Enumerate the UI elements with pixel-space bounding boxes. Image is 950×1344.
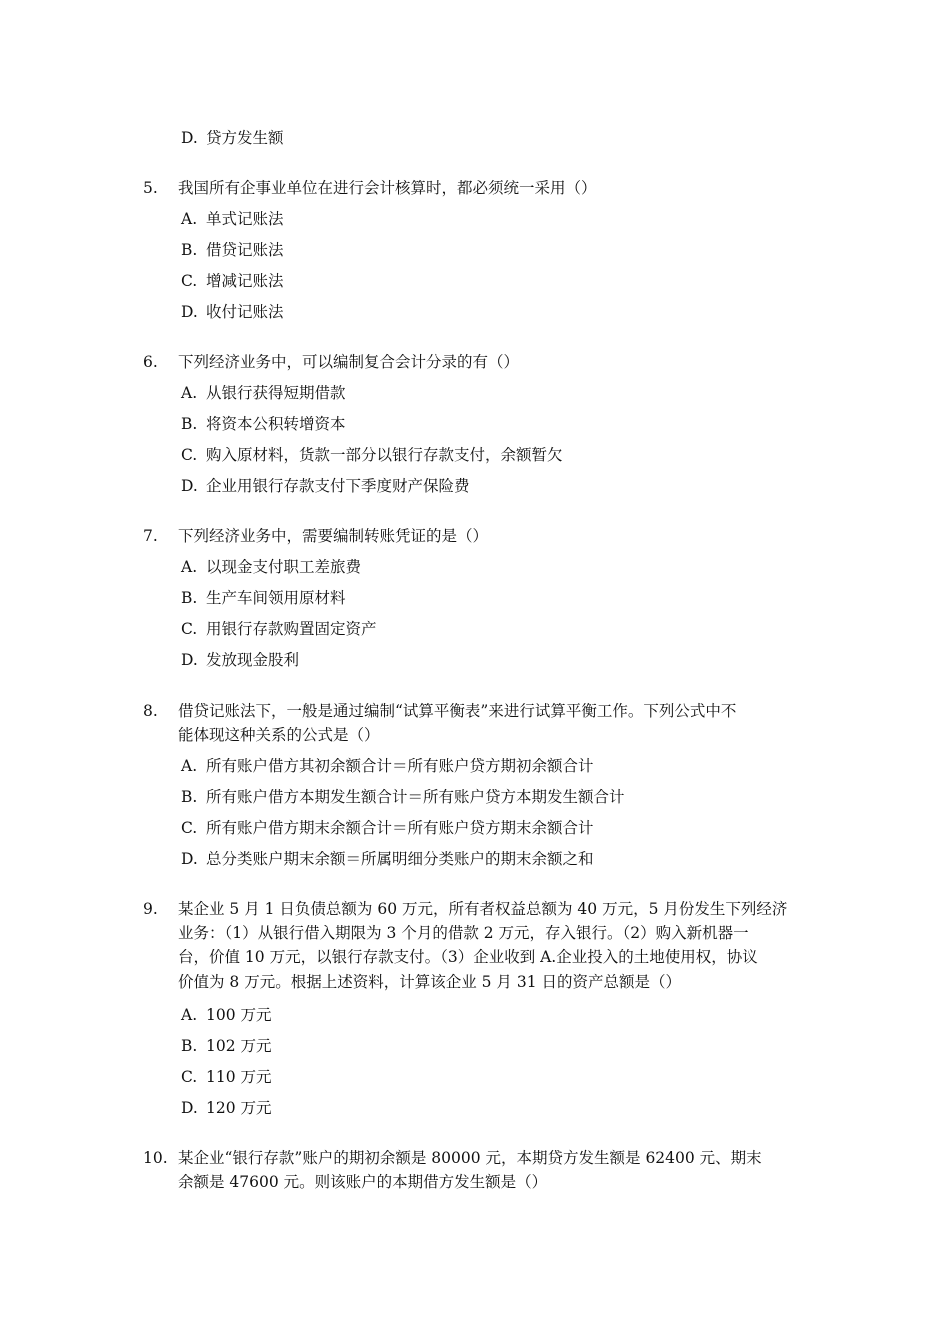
option-text: 所有账户借方期末余额合计＝所有账户贷方期末余额合计 (206, 819, 594, 837)
option-letter: B. (181, 1037, 198, 1055)
option-text: 用银行存款购置固定资产 (206, 620, 377, 638)
question-text-line: 业务：（1）从银行借入期限为 3 个月的借款 2 万元，存入银行。（2）购入新机器一 (178, 924, 749, 942)
option-letter: B. (181, 788, 198, 806)
question-number: 10. (143, 1149, 168, 1167)
option-letter: A. (181, 757, 198, 775)
option-text: 从银行获得短期借款 (206, 384, 346, 402)
option-letter: B. (181, 589, 198, 607)
option-text: 110 万元 (206, 1068, 272, 1086)
option-letter: D. (181, 1099, 198, 1117)
option-letter: C. (181, 819, 198, 837)
question-text-line: 余额是 47600 元。则该账户的本期借方发生额是（） (178, 1173, 548, 1191)
option-letter: C. (181, 446, 198, 464)
question-number: 5. (143, 179, 158, 197)
option-letter: D. (181, 303, 198, 321)
question-text: 我国所有企事业单位在进行会计核算时，都必须统一采用（） (178, 179, 597, 197)
option-text: 收付记账法 (206, 303, 284, 321)
option-letter: D. (181, 129, 198, 147)
question-text-line: 价值为 8 万元。根据上述资料，计算该企业 5 月 31 日的资产总额是（） (178, 973, 682, 991)
option-text: 生产车间领用原材料 (206, 589, 346, 607)
option-letter: A. (181, 384, 198, 402)
option-text: 所有账户借方其初余额合计＝所有账户贷方期初余额合计 (206, 757, 594, 775)
option-letter: A. (181, 210, 198, 228)
option-text: 企业用银行存款支付下季度财产保险费 (206, 477, 470, 495)
option-text: 借贷记账法 (206, 241, 284, 259)
option-text: 购入原材料，货款一部分以银行存款支付，余额暂欠 (206, 446, 563, 464)
question-text-line: 借贷记账法下，一般是通过编制“试算平衡表”来进行试算平衡工作。下列公式中不 (178, 702, 737, 720)
question-text-line: 某企业“银行存款”账户的期初余额是 80000 元，本期贷方发生额是 62400 元、期末 (178, 1149, 762, 1167)
question-text-line: 能体现这种关系的公式是（） (178, 726, 380, 744)
question-number: 8. (143, 702, 158, 720)
option-letter: C. (181, 1068, 198, 1086)
option-text: 102 万元 (206, 1037, 272, 1055)
option-letter: C. (181, 272, 198, 290)
question-number: 7. (143, 527, 158, 545)
question-text-line: 台，价值 10 万元，以银行存款支付。（3）企业收到 A.企业投入的土地使用权，协议 (178, 948, 758, 966)
option-text: 贷方发生额 (206, 129, 284, 147)
option-text: 发放现金股利 (206, 651, 300, 669)
option-letter: D. (181, 651, 198, 669)
question-text: 下列经济业务中，需要编制转账凭证的是（） (178, 527, 489, 545)
option-text: 以现金支付职工差旅费 (206, 558, 362, 576)
question-text: 下列经济业务中，可以编制复合会计分录的有（） (178, 353, 520, 371)
option-text: 总分类账户期末余额＝所属明细分类账户的期末余额之和 (206, 850, 594, 868)
option-text: 100 万元 (206, 1006, 272, 1024)
option-letter: A. (181, 558, 198, 576)
option-text: 将资本公积转增资本 (206, 415, 346, 433)
option-letter: D. (181, 850, 198, 868)
option-text: 单式记账法 (206, 210, 284, 228)
option-text: 所有账户借方本期发生额合计＝所有账户贷方本期发生额合计 (206, 788, 625, 806)
question-text-line: 某企业 5 月 1 日负债总额为 60 万元，所有者权益总额为 40 万元，5 月份发生下列经济 (178, 900, 788, 918)
question-number: 9. (143, 900, 158, 918)
question-number: 6. (143, 353, 158, 371)
option-letter: C. (181, 620, 198, 638)
option-letter: D. (181, 477, 198, 495)
option-letter: B. (181, 241, 198, 259)
option-text: 增减记账法 (206, 272, 284, 290)
option-text: 120 万元 (206, 1099, 272, 1117)
option-letter: B. (181, 415, 198, 433)
option-letter: A. (181, 1006, 198, 1024)
